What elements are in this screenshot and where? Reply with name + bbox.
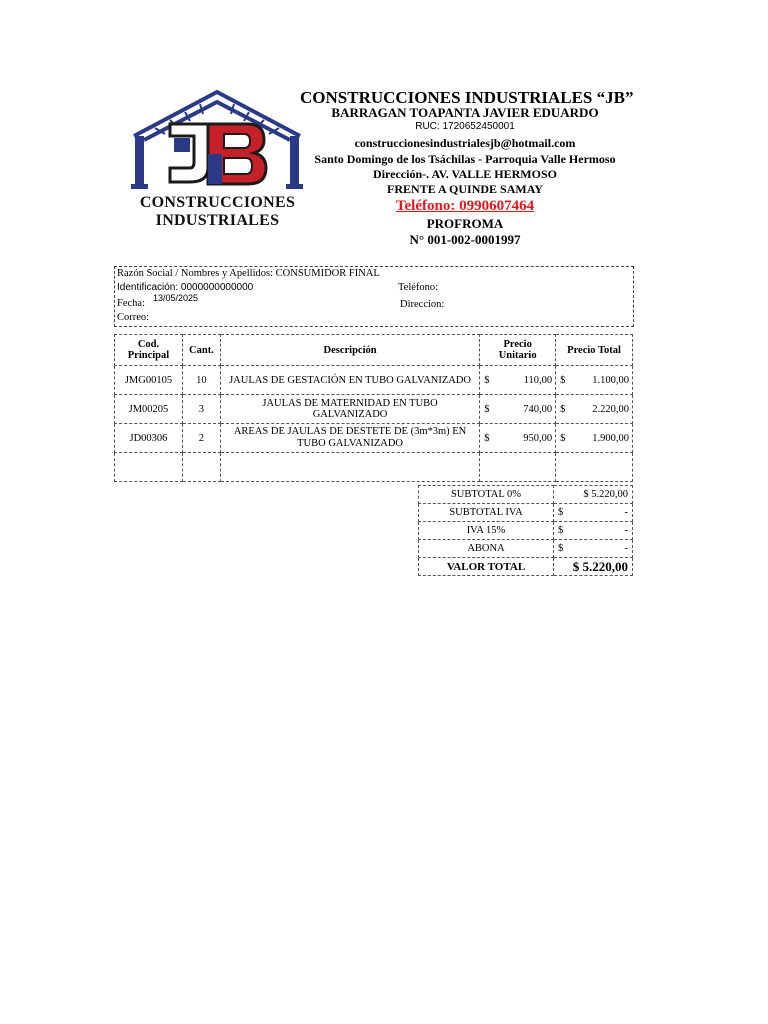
company-email: construccionesindustrialesjb@hotmail.com [354,136,576,150]
unit-price-value: 950,00 [523,432,553,444]
currency-symbol: $ [560,432,566,444]
valor-total-label: VALOR TOTAL [419,558,554,576]
header-description: Descripción [220,335,479,366]
empty-cell [115,453,183,482]
table-row-empty [115,453,633,482]
row-description: JAULAS DE MATERNIDAD EN TUBO GALVANIZADO [220,395,479,424]
client-date-label: Fecha: [117,298,145,309]
row-total-price [556,395,633,424]
row-qty: 10 [182,366,220,395]
total-price-value: 1.100,00 [592,374,629,386]
totals-table [418,485,633,576]
company-phone: Teléfono: 0990607464 [395,198,535,214]
address-line-1: Santo Domingo de los Tsáchilas - Parroquia Valle Hermoso [314,152,616,166]
client-name: Razón Social / Nombres y Apellidos: CONSUMIDOR FINAL [117,268,380,279]
empty-cell [556,453,633,482]
empty-cell [182,453,220,482]
row-unit-price [480,424,556,453]
iva-value: - [624,525,628,536]
iva-row [419,522,633,540]
address-line-2: Dirección-. AV. VALLE HERMOSO [373,167,557,181]
company-logo [130,88,305,238]
table-row [115,424,633,453]
abona-label: ABONA [419,540,554,558]
empty-cell [480,453,556,482]
row-unit-price [480,395,556,424]
row-qty: 3 [182,395,220,424]
table-row [115,395,633,424]
row-code: JM00205 [115,395,183,424]
currency-symbol: $ [558,543,564,554]
header-qty: Cant. [182,335,220,366]
table-header-row [115,335,633,366]
row-code: JMG00105 [115,366,183,395]
row-description: AREAS DE JAULAS DE DESTETE DE (3m*3m) EN TUBO GALVANIZADO [220,424,479,453]
client-address-label: Direccion: [400,299,445,310]
row-total-price [556,424,633,453]
currency-symbol: $ [484,403,490,415]
client-phone-label: Teléfono: [398,282,439,293]
currency-symbol: $ [558,507,564,518]
iva-label: IVA 15% [419,522,554,540]
empty-cell [220,453,479,482]
client-info-box [114,266,634,327]
currency-symbol: $ [558,525,564,536]
subtotal-iva-label: SUBTOTAL IVA [419,504,554,522]
client-id: Identificación: 0000000000000 [117,282,254,293]
currency-symbol: $ [484,374,490,386]
owner-name: BARRAGAN TOAPANTA JAVIER EDUARDO [331,105,599,120]
subtotal-iva-cell [554,504,633,522]
items-table [114,334,633,482]
total-price-value: 1.900,00 [592,432,629,444]
valor-total-value: $ 5.220,00 [554,558,633,576]
subtotal-iva-row [419,504,633,522]
header-total-price: Precio Total [556,335,633,366]
total-price-value: 2.220,00 [592,403,629,415]
company-name: CONSTRUCCIONES INDUSTRIALES “JB” [300,88,634,107]
currency-symbol: $ [560,403,566,415]
unit-price-value: 110,00 [523,374,553,386]
subtotal-0-value: $ 5.220,00 [554,486,633,504]
document-number: N° 001-002-0001997 [409,232,521,247]
valor-total-row [419,558,633,576]
row-unit-price [480,366,556,395]
iva-cell [554,522,633,540]
abona-cell [554,540,633,558]
logo-house-icon [130,88,305,198]
row-total-price [556,366,633,395]
abona-row [419,540,633,558]
row-qty: 2 [182,424,220,453]
currency-symbol: $ [484,432,490,444]
header-code: Cod. Principal [115,335,183,366]
row-code: JD00306 [115,424,183,453]
client-date-value: 13/05/2025 [153,293,199,303]
ruc-number: RUC: 1720652450001 [415,121,515,132]
unit-price-value: 740,00 [523,403,553,415]
row-description: JAULAS DE GESTACIÓN EN TUBO GALVANIZADO [220,366,479,395]
subtotal-iva-value: - [624,507,628,518]
subtotal-0-row [419,486,633,504]
document-type: PROFROMA [426,216,504,231]
logo-line1: CONSTRUCCIONES [139,194,296,211]
address-line-3: FRENTE A QUINDE SAMAY [387,182,543,196]
table-row [115,366,633,395]
logo-line2: INDUSTRIALES [155,212,280,229]
abona-value: - [624,543,628,554]
subtotal-0-label: SUBTOTAL 0% [419,486,554,504]
client-email-label: Correo: [117,312,150,323]
currency-symbol: $ [560,374,566,386]
header-unit-price: Precio Unitario [480,335,556,366]
